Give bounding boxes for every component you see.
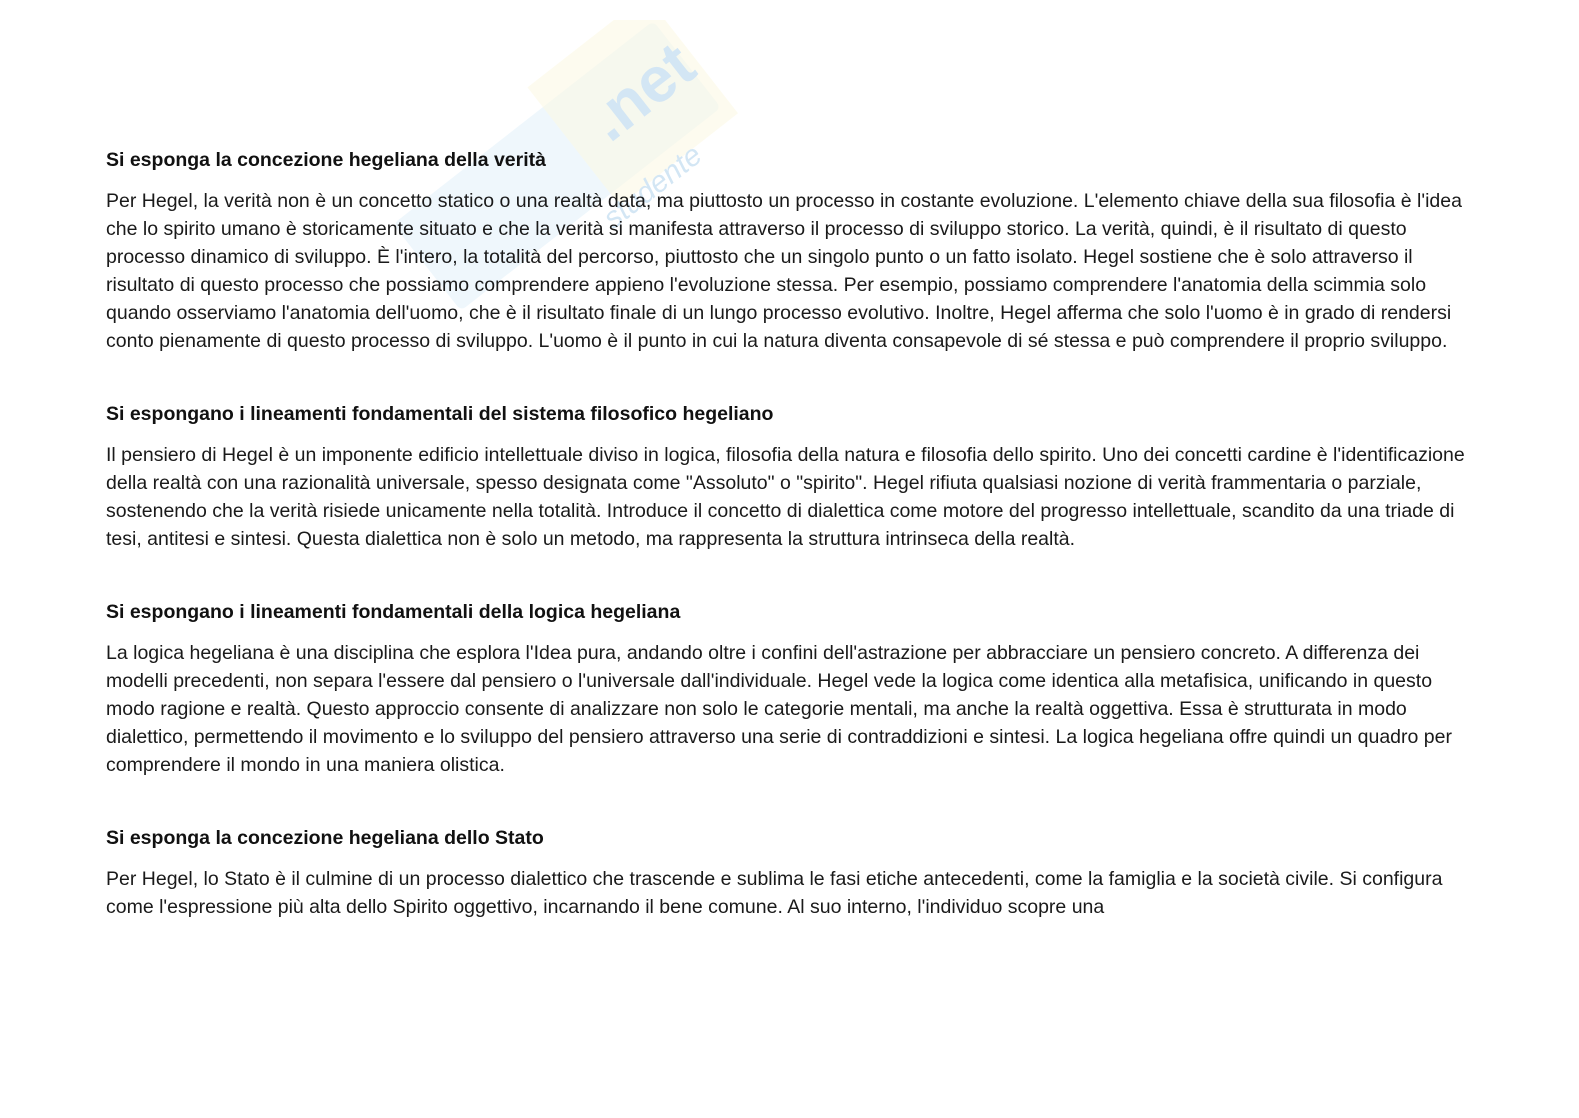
section-verita (106, 145, 1476, 355)
section-title: Si esponga la concezione hegeliana della verità (106, 149, 546, 171)
section-body: Per Hegel, la verità non è un concetto statico o una realtà data, ma piuttosto un processo in costante evoluzione. L'elemento chiave della sua filosofia è l'idea che lo spirito umano è storicamente situato e che la verità si manifesta attraverso il processo di sviluppo storico. La verità, quindi, è il risultato di questo processo dinamico di sviluppo. È l'intero, la totalità del percorso, piuttosto che un singolo punto o un fatto isolato. Hegel sostiene che è solo attraverso il risultato di questo processo che possiamo comprendere appieno l'evoluzione stessa. Per esempio, possiamo comprendere l'anatomia della scimmia solo quando osserviamo l'anatomia dell'uomo, che è il risultato finale di un lungo processo evolutivo. Inoltre, Hegel afferma che solo l'uomo è in grado di rendersi conto pienamente di questo processo di sviluppo. L'uomo è il punto in cui la natura diventa consapevole di sé stessa e può comprendere il proprio sviluppo. (106, 190, 1462, 352)
watermark-text: .net (573, 28, 708, 155)
watermark-subtext: studente (597, 138, 709, 236)
section-body: Il pensiero di Hegel è un imponente edificio intellettuale diviso in logica, filosofia della natura e filosofia dello spirito. Uno dei concetti cardine è l'identificazione della realtà con una razionalità universale, spesso designata come "Assoluto" o "spirito". Hegel rifiuta qualsiasi nozione di verità frammentaria o parziale, sostenendo che la verità risiede unicamente nella totalità. Introduce il concetto di dialettica come motore del progresso intellettuale, scandito da una triade di tesi, antitesi e sintesi. Questa dialettica non è solo un metodo, ma rappresenta la struttura intrinseca della realtà. (106, 444, 1465, 550)
section-title: Si esponga la concezione hegeliana dello Stato (106, 827, 544, 849)
section-sistema (106, 399, 1476, 553)
section-body: La logica hegeliana è una disciplina che esplora l'Idea pura, andando oltre i confini dell'astrazione per abbracciare un pensiero concreto. A differenza dei modelli precedenti, non separa l'essere dal pensiero o l'universale dall'individuale. Hegel vede la logica come identica alla metafisica, unificando in questo modo ragione e realtà. Questo approccio consente di analizzare non solo le categorie mentali, ma anche la realtà oggettiva. Essa è strutturata in modo dialettico, permettendo il movimento e lo sviluppo del pensiero attraverso una serie di contraddizioni e sintesi. La logica hegeliana offre quindi un quadro per comprendere il mondo in una maniera olistica. (106, 642, 1452, 776)
section-body: Per Hegel, lo Stato è il culmine di un processo dialettico che trascende e sublima le fasi etiche antecedenti, come la famiglia e la società civile. Si configura come l'espressione più alta dello Spirito oggettivo, incarnando il bene comune. Al suo interno, l'individuo scopre una (106, 868, 1443, 918)
section-title: Si espongano i lineamenti fondamentali della logica hegeliana (106, 601, 681, 623)
section-title: Si espongano i lineamenti fondamentali del sistema filosofico hegeliano (106, 403, 774, 425)
section-stato (106, 823, 1476, 921)
document-page (106, 145, 1476, 965)
section-logica (106, 597, 1476, 779)
